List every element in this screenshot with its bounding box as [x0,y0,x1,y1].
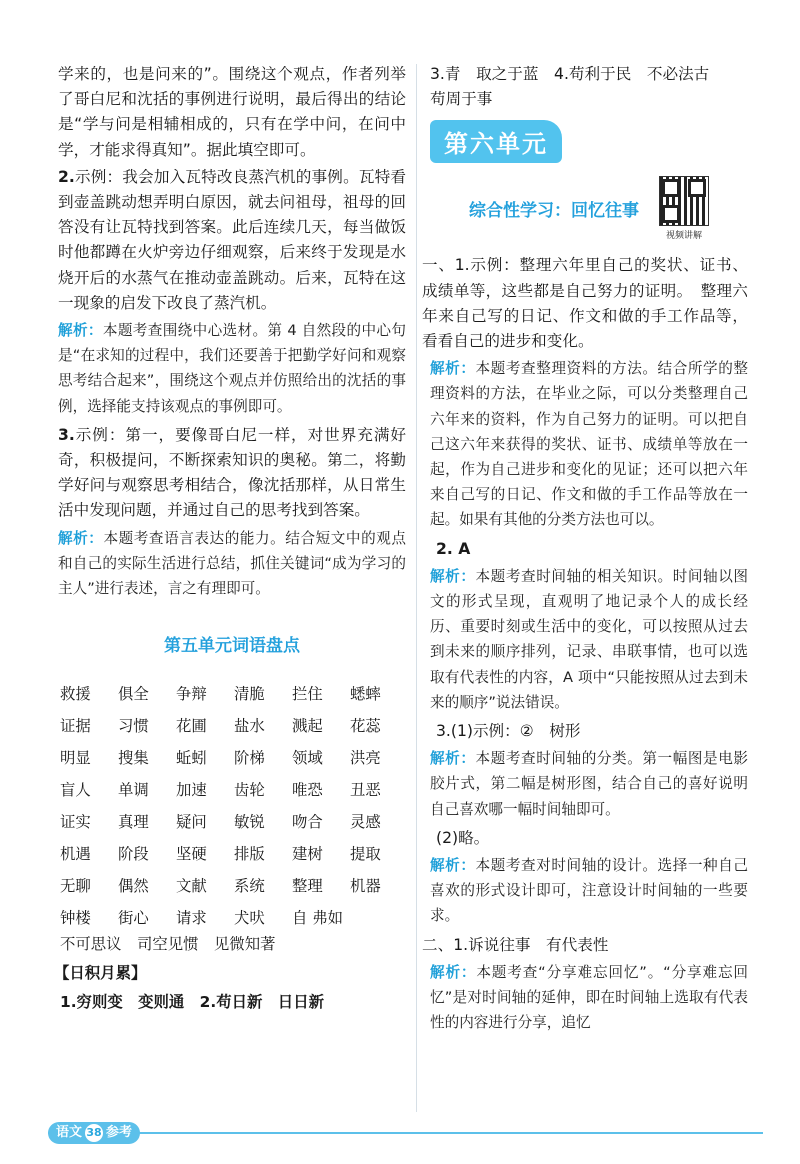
word: 单调 [118,781,149,800]
word: 花蕊 [350,717,381,736]
analysis-2 [58,318,406,419]
word: 偶然 [118,877,149,896]
word: 齿轮 [234,781,265,800]
word: 唯恐 [292,781,323,800]
subtitle: 综合性学习：回忆往事 [469,200,639,221]
analysis-label: 解析： [430,963,477,981]
word: 俱全 [118,685,149,704]
page-number: 38 [85,1124,103,1142]
analysis-text: 本题考查对时间轴的设计。选择一种自己喜欢的形式设计即可，注意设计时间轴的一些要求。 [430,857,748,925]
word: 真理 [118,813,149,832]
word: 证实 [60,813,91,832]
word: 请求 [176,909,207,928]
analysis-label: 解析： [58,529,104,547]
word: 坚硬 [176,845,207,864]
word: 钟楼 [60,909,91,928]
answer-1-1: 一、1.示例：整理六年里自己的奖状、证书、成绩单等，这些都是自己努力的证明。 整理六年来自己写的日记、作文和做的手工作品等，看看自己的进步和变化。 [422,256,748,351]
word: 蚯蚓 [176,749,207,768]
analysis-text: 本题考查时间轴的分类。第一幅图是电影胶片式，第二幅是树形图，结合自己的喜好说明自己喜欢哪一幅时间轴即可。 [430,750,748,818]
analysis-label: 解析： [430,857,476,875]
left-column [54,62,406,1016]
qr-code-icon[interactable] [659,176,709,226]
word: 习惯 [118,717,149,736]
analysis-label: 解析： [430,567,476,585]
footer-right-label: 参考 [106,1125,133,1140]
word: 灵感 [350,813,381,832]
column-divider [416,64,417,1112]
word: 蟋蟀 [350,685,381,704]
analysis-text: 本题考查时间轴的相关知识。时间轴以图文的形式呈现，直观明了地记录个人的成长经历、重要时刻或生活中的变化，可以按照从过去到未来的顺序排列，记录、串联事情，也可以选取有代表性的内容，A 项中“只能按照从过去到未来的顺序”说法错误。 [430,567,748,711]
word: 搜集 [118,749,149,768]
analysis [430,746,748,822]
word-grid [60,682,406,930]
paragraph: 学来的，也是问来的”。围绕这个观点，作者列举了哥白尼和沈括的事例进行说明，最后得出的结论是“学与问是相辅相成的，只有在学中问，在问中学，才能求得真知”。据此填空即可。 [58,65,406,159]
word: 排版 [234,845,265,864]
analysis [430,853,748,929]
right-column [422,62,748,1040]
word: 救援 [60,685,91,704]
analysis [430,564,748,715]
word: 证据 [60,717,91,736]
analysis-text: 本题考查“分享难忘回忆”。“分享难忘回忆”是对时间轴的延伸，即在时间轴上选取有代表性的内容进行分享，追忆 [430,963,748,1032]
word: 洪亮 [350,749,381,768]
word: 争辩 [176,685,207,704]
answer-text: 示例：我会加入瓦特改良蒸汽机的事例。瓦特看到壶盖跳动想弄明白原因，就去问祖母，祖母的回答没有让瓦特找到答案。此后连续几天，每当做饭时他都蹲在火炉旁边仔细观察，后来终于发现是水烧开后的水蒸气在推动壶盖跳动。后来，瓦特在这一现象的启发下改良了蒸汽机。 [58,167,406,312]
word: 盲人 [60,781,91,800]
answer-1-3: 3.(1)示例：② 树形 [436,722,581,741]
word: 犬吠 [234,909,265,928]
word: 提取 [350,845,381,864]
analysis-text: 本题考查语言表达的能力。结合短文中的观点和自己的实际生活进行总结，抓住关键词“成为学习的主人”进行表述，言之有理即可。 [58,529,406,598]
word: 文献 [176,877,207,896]
word: 加速 [176,781,207,800]
answer-1-3-2: (2)略。 [436,828,490,847]
answer-3 [58,423,406,524]
analysis-text: 本题考查整理资料的方法。结合所学的整理资料的方法，在毕业之际，可以分类整理自己六年来的资料，作为自己努力的证明。可以把自己这六年来获得的奖状、证书、成绩单等放在一起，作为自己进步和变化的见证；还可以把六年来自己写的日记、作文和做的手工作品等放在一起。如果有其他的分类方法也可以。 [430,360,748,529]
word: 清脆 [234,685,265,704]
word: 花圃 [176,717,207,736]
word: 阶梯 [234,749,265,768]
analysis-label: 解析： [58,322,103,340]
unit-title: 第六单元 [430,120,562,163]
qr-block[interactable] [659,176,709,241]
footer-rule [48,1132,763,1134]
word: 丑恶 [350,781,381,800]
word: 敏锐 [234,813,265,832]
word: 吻合 [292,813,323,832]
answer-top-line: 3.青 取之于蓝 4.苟利于民 不必法古 [430,65,710,83]
question-number: 3. [58,425,75,444]
answer-1-2: 2. A [436,539,471,558]
footer-left-label: 语文 [56,1125,83,1140]
word: 整理 [292,877,323,896]
word: 阶段 [118,845,149,864]
word: 明显 [60,749,91,768]
word: 拦住 [292,685,323,704]
word: 街心 [118,909,149,928]
analysis-label: 解析： [430,360,476,378]
daily-line: 1.穷则变 变则通 2.苟日新 日日新 [60,993,324,1012]
word: 系统 [234,877,265,896]
word: 自 弗如 [292,909,344,928]
answer-top-line-2: 苟周于事 [430,90,493,109]
analysis-text: 本题考查围绕中心选材。第 4 自然段的中心句是“在求知的过程中，我们还要善于把勤学好问和观察思考结合起来”，围绕这个观点并仿照给出的沈括的事例，选择能支持该观点的事例即可。 [58,322,406,415]
idiom-line: 不可思议 司空见惯 见微知著 [60,935,276,954]
subtitle-row [430,175,748,241]
page-badge [48,1122,140,1144]
word: 溅起 [292,717,323,736]
word: 疑问 [176,813,207,832]
analysis [430,960,748,1036]
analysis-label: 解析： [430,750,476,768]
section-title-words: 第五单元词语盘点 [164,636,300,657]
answer-2-1: 二、1.诉说往事 有代表性 [422,935,609,954]
daily-title: 【日积月累】 [54,964,147,983]
word: 领域 [292,749,323,768]
word: 盐水 [234,717,265,736]
word: 无聊 [60,877,91,896]
answer-2 [58,165,406,316]
answer-text: 示例：第一，要像哥白尼一样，对世界充满好奇，积极提问，不断探索知识的奥秘。第二，将勤学好问与观察思考相结合，像沈括那样，从日常生活中发现问题，并通过自己的思考找到答案。 [58,425,406,520]
word: 机遇 [60,845,91,864]
analysis [430,356,748,532]
question-number: 2. [58,167,75,186]
word: 建树 [292,845,323,864]
word: 机器 [350,877,381,896]
qr-caption: 视频讲解 [665,230,702,241]
analysis-3 [58,526,406,602]
